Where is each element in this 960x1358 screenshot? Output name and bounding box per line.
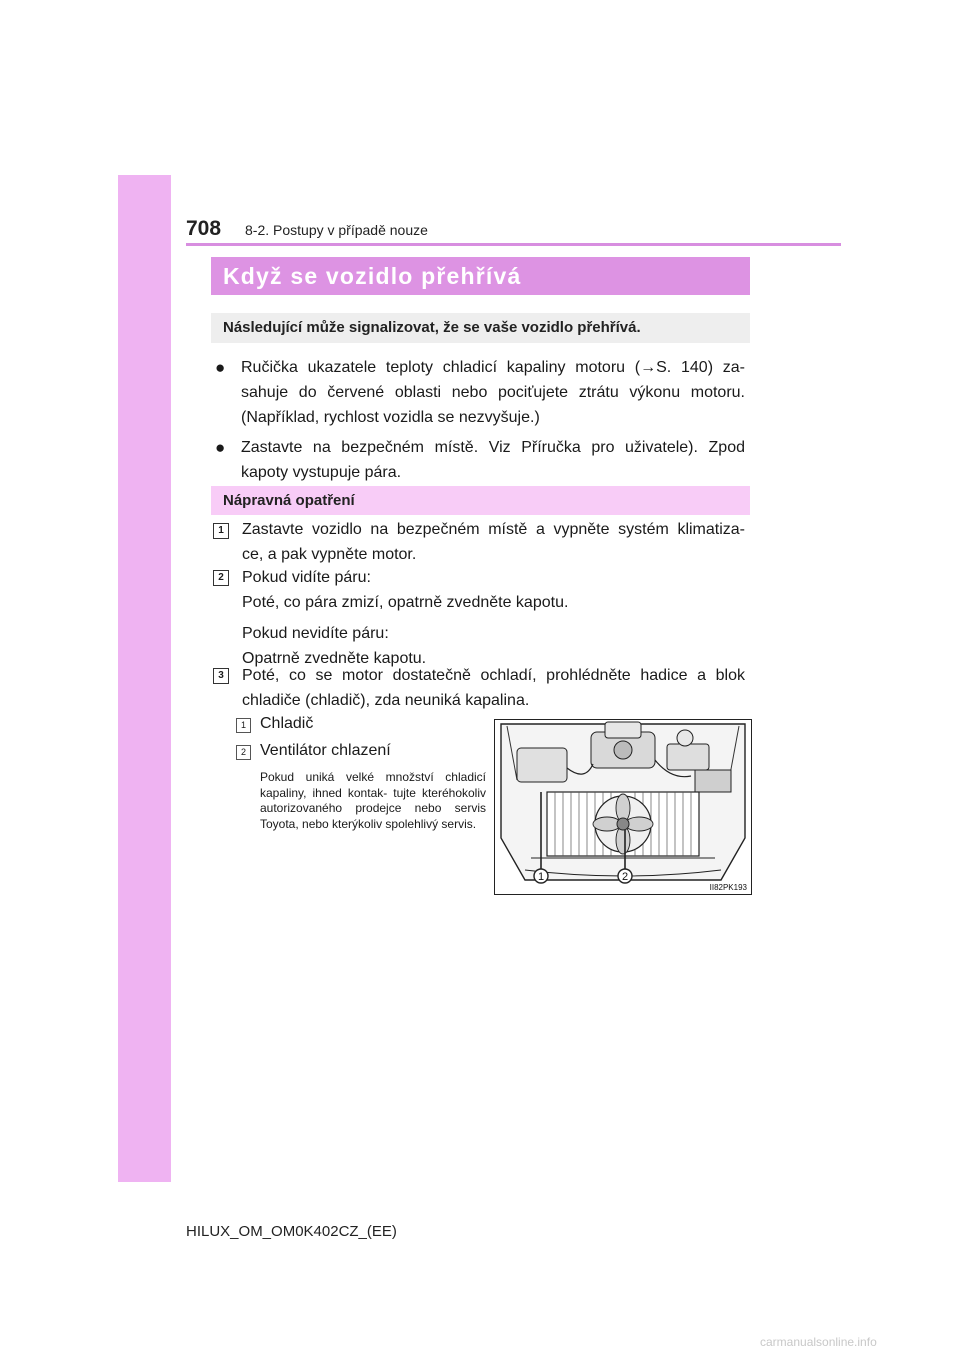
callout-2-label: 2	[621, 871, 629, 883]
step-number-badge: 1	[213, 523, 229, 539]
symptom-list	[213, 355, 745, 490]
step-number-badge: 3	[213, 668, 229, 684]
page-title: Když se vozidlo přehřívá	[223, 263, 522, 289]
figure-code: II82PK193	[709, 883, 747, 892]
step-3-text	[242, 663, 745, 713]
step-number-badge: 2	[213, 570, 229, 586]
step-line: Poté, co se motor dostatečně ochladí, prohlédněte hadice a blok	[242, 667, 745, 684]
bullet-line: kapoty vystupuje pára.	[241, 464, 402, 481]
bullet-icon: ●	[215, 438, 226, 457]
header-rule	[186, 243, 841, 246]
step-line: chladiče (chladič), zda neuniká kapalina.	[242, 692, 530, 709]
intro-bar	[211, 313, 750, 343]
step-line: Pokud vidíte páru:	[242, 569, 371, 586]
legend-label-fan: Ventilátor chlazení	[260, 742, 391, 759]
footer-doc-id: HILUX_OM_OM0K402CZ_(EE)	[186, 1223, 397, 1240]
step-1-text	[242, 517, 745, 567]
coolant-leak-note: Pokud uniká velké množství chladicí kapaliny, ihned kontak- tujte kteréhokoliv autorizovaného prodejce nebo servis Toyota, nebo kterýkoliv spolehlivý servis.	[260, 770, 486, 831]
watermark: carmanualsonline.info	[760, 1335, 877, 1349]
intro-text: Následující může signalizovat, že se vaše vozidlo přehřívá.	[223, 319, 641, 336]
step-line: Pokud nevidíte páru:	[242, 625, 389, 642]
bullet-line: (Například, rychlost vozidla se nezvyšuje.)	[241, 409, 540, 426]
remedy-heading: Nápravná opatření	[223, 492, 355, 509]
step-line: Poté, co pára zmizí, opatrně zvedněte kapotu.	[242, 594, 569, 611]
legend-label-radiator: Chladič	[260, 715, 314, 732]
step-2-text	[242, 565, 745, 671]
callout-1-label: 1	[537, 871, 545, 883]
step-line: ce, a pak vypněte motor.	[242, 546, 417, 563]
bullet-line: Ručička ukazatele teploty chladicí kapaliny motoru (→S. 140) za-	[241, 359, 745, 376]
bullet-line: Zastavte na bezpečném místě. Viz Příručka pro uživatele). Zpod	[241, 439, 745, 456]
section-title: 8-2. Postupy v případě nouze	[245, 222, 428, 238]
page-number: 708	[186, 217, 222, 240]
step-line: Zastavte vozidlo na bezpečném místě a vypněte systém klimatiza-	[242, 521, 745, 538]
legend-number: 2	[236, 745, 251, 760]
bullet-line: sahuje do červené oblasti nebo pociťujete ztrátu výkonu motoru.	[241, 384, 745, 401]
side-tab-band	[118, 175, 171, 1182]
bullet-icon: ●	[215, 358, 226, 377]
list-item	[213, 435, 745, 485]
engine-bay-illustration	[495, 720, 751, 894]
title-bar	[211, 257, 750, 295]
legend-number: 1	[236, 718, 251, 733]
remedy-heading-bar	[211, 486, 750, 515]
engine-bay-figure	[494, 719, 752, 895]
step-line: Opatrně zvedněte kapotu.	[242, 650, 427, 667]
list-item	[213, 355, 745, 430]
